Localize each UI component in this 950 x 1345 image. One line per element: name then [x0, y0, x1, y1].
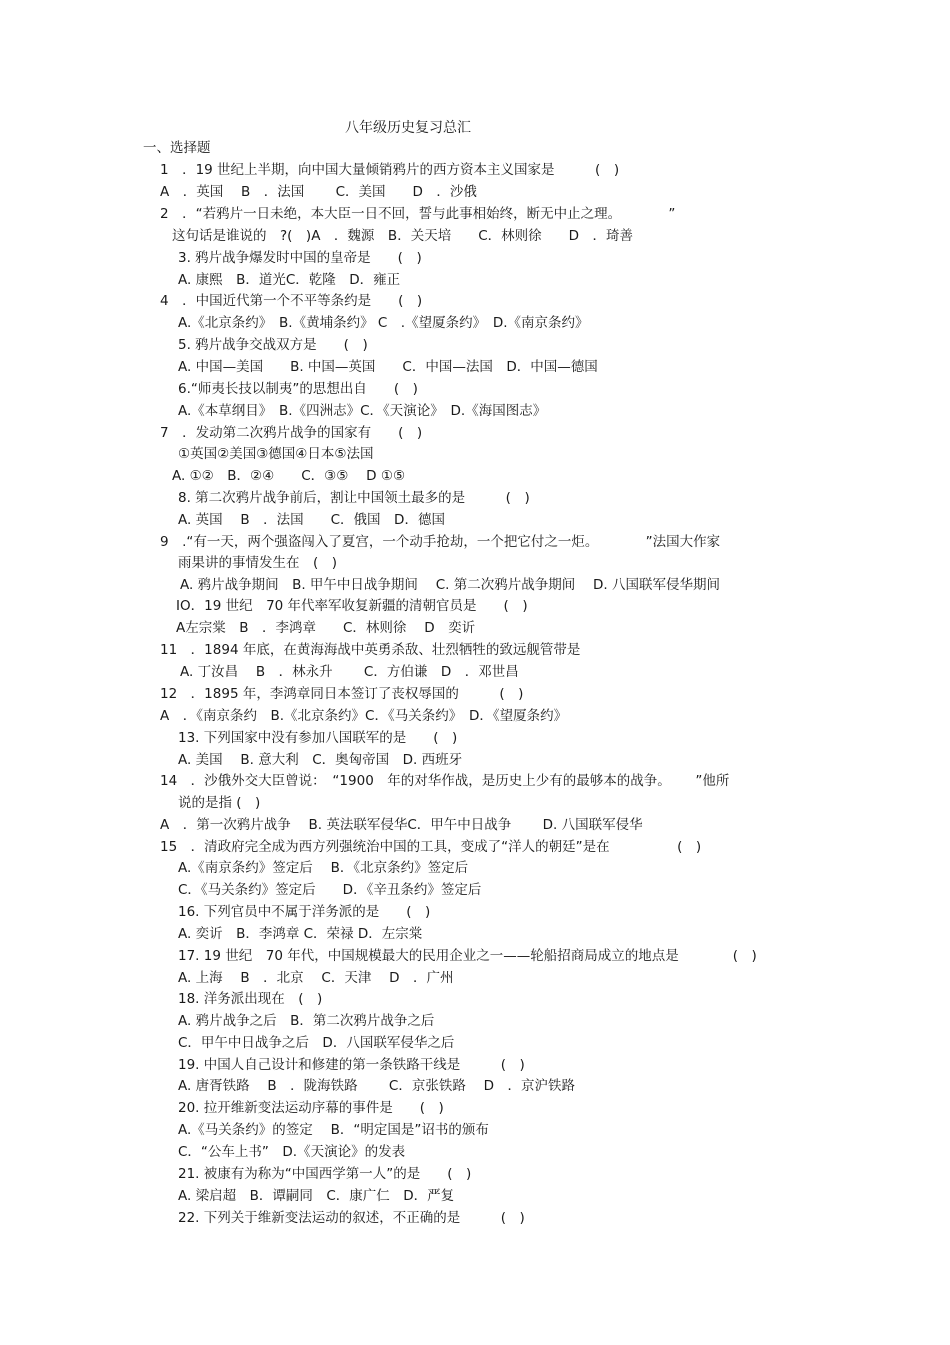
question-line: 8. 第二次鸦片战争前后，割让中国领土最多的是 ( ) [178, 490, 530, 506]
option-line: A左宗棠 B ．李鸿章 C．林则徐 D 奕䜣 [176, 620, 476, 636]
option-line: A. 梁启超 B．谭嗣同 C．康广仁 D．严复 [178, 1188, 455, 1204]
question-line: 这句话是谁说的 ?( )A ．魏源 B．关天培 C．林则徐 D ．琦善 [172, 228, 634, 244]
question-line: 16. 下列官员中不属于洋务派的是 ( ) [178, 904, 431, 920]
question-line: ①英国②美国③德国④日本⑤法国 [178, 446, 374, 462]
option-line: A.《南京条约》签定后 B．《北京条约》签定后 [178, 860, 469, 876]
option-line: A. ①② B．②④ C．③⑤ D ①⑤ [172, 468, 406, 484]
question-line: 17. 19 世纪 70 年代，中国规模最大的民用企业之一——轮船招商局成立的地点是 ( ) [178, 948, 757, 964]
option-line: A. 美国 B. 意大利 C．奥匈帝国 D. 西班牙 [178, 752, 463, 768]
question-line: 7 ．发动第二次鸦片战争的国家有 ( ) [160, 425, 423, 441]
option-line: A.《北京条约》 B.《黄埔条约》 C .《望厦条约》 D.《南京条约》 [178, 315, 589, 331]
question-line: IO．19 世纪 70 年代率军收复新疆的清朝官员是 ( ) [176, 598, 528, 614]
question-line: 4 ．中国近代第一个不平等条约是 ( ) [160, 293, 423, 309]
option-line: A ．英国 B ．法国 C．美国 D ．沙俄 [160, 184, 477, 200]
question-line: 14 ．沙俄外交大臣曾说： “1900 年的对华作战，是历史上少有的最够本的战争。 ”他所 [160, 773, 730, 789]
question-line: 19. 中国人自己设计和修建的第一条铁路干线是 ( ) [178, 1057, 525, 1073]
question-line: 22. 下列关于维新变法运动的叙述，不正确的是 ( ) [178, 1210, 525, 1226]
option-line: A. 中国—美国 B. 中国—英国 C．中国—法国 D．中国—德国 [178, 359, 598, 375]
question-line: 6.“师夷长技以制夷”的思想出自 ( ) [178, 381, 418, 397]
option-line: A. 鸦片战争之后 B．第二次鸦片战争之后 [178, 1013, 435, 1029]
option-line: A ．第一次鸦片战争 B. 英法联军侵华C．甲午中日战争 D. 八国联军侵华 [160, 817, 643, 833]
question-line: 15 ．清政府完全成为西方列强统治中国的工具，变成了“洋人的朝廷”是在 ( ) [160, 839, 702, 855]
question-line: 12 ．1895 年，李鸿章同日本签订了丧权辱国的 ( ) [160, 686, 524, 702]
option-line: A. 上海 B ．北京 C．天津 D ．广州 [178, 970, 454, 986]
question-line: 21. 被康有为称为“中国西学第一人”的是 ( ) [178, 1166, 472, 1182]
option-line: A. 丁汝昌 B ．林永升 C．方伯谦 D ．邓世昌 [180, 664, 519, 680]
option-line: C．《马关条约》签定后 D．《辛丑条约》签定后 [178, 882, 482, 898]
question-line: 20. 拉开维新变法运动序幕的事件是 ( ) [178, 1100, 444, 1116]
section-heading: 一、选择题 [143, 140, 211, 156]
option-line: A. 唐胥铁路 B ．陇海铁路 C．京张铁路 D ．京沪铁路 [178, 1078, 576, 1094]
question-line: 雨果讲的事情发生在 ( ) [178, 555, 338, 571]
question-line: 说的是指 ( ) [178, 795, 261, 811]
option-line: A. 鸦片战争期间 B. 甲午中日战争期间 C. 第二次鸦片战争期间 D. 八国联军侵华期间 [180, 577, 720, 593]
page-title: 八年级历史复习总汇 [345, 120, 471, 136]
question-line: 13. 下列国家中没有参加八国联军的是 ( ) [178, 730, 458, 746]
option-line: C．“公车上书” D.《天演论》的发表 [178, 1144, 406, 1160]
option-line: C．甲午中日战争之后 D．八国联军侵华之后 [178, 1035, 455, 1051]
option-line: A ．《南京条约 B.《北京条约》C．《马关条约》 D．《望厦条约》 [160, 708, 568, 724]
option-line: A. 康熙 B．道光C．乾隆 D．雍正 [178, 272, 401, 288]
option-line: A. 英国 B ．法国 C．俄国 D．德国 [178, 512, 445, 528]
option-line: A.《本草纲目》 B.《四洲志》C．《天演论》 D.《海国图志》 [178, 403, 547, 419]
question-line: 1 ．19 世纪上半期，向中国大量倾销鸦片的西方资本主义国家是 ( ) [160, 162, 620, 178]
question-line: 11 ．1894 年底，在黄海海战中英勇杀敌、壮烈牺牲的致远舰管带是 [160, 642, 581, 658]
question-line: 2 ．“若鸦片一日未绝，本大臣一日不回，誓与此事相始终，断无中止之理。 ” [160, 206, 676, 222]
question-line: 5. 鸦片战争交战双方是 ( ) [178, 337, 368, 353]
question-line: 18. 洋务派出现在 ( ) [178, 991, 323, 1007]
option-line: A.《马关条约》的签定 B．“明定国是”诏书的颁布 [178, 1122, 489, 1138]
option-line: A. 奕䜣 B．李鸿章 C．荣禄 D．左宗棠 [178, 926, 423, 942]
question-line: 3. 鸦片战争爆发时中国的皇帝是 ( ) [178, 250, 422, 266]
question-line: 9 .“有一天，两个强盗闯入了夏宫，一个动手抢劫，一个把它付之一炬。 ”法国大作家 [160, 534, 721, 550]
